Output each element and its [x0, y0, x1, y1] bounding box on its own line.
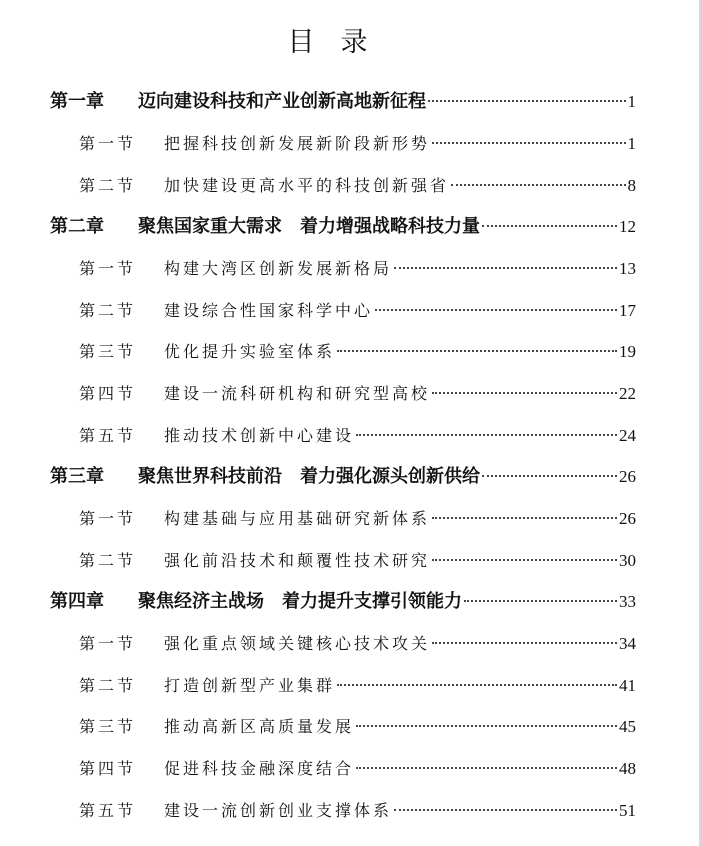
section-title: 强化重点领域关键核心技术攻关 — [164, 634, 431, 653]
page-number: 22 — [619, 384, 636, 403]
section-number: 第二节 — [79, 176, 137, 195]
page-number: 34 — [619, 634, 636, 653]
toc-chapter-row[interactable] — [50, 462, 636, 492]
toc-chapter-row[interactable] — [50, 587, 636, 617]
page-number: 1 — [627, 92, 636, 111]
toc-section-row[interactable] — [79, 379, 636, 409]
toc-section-row[interactable] — [79, 129, 636, 159]
toc-section-row[interactable] — [79, 546, 636, 576]
dot-leader — [394, 809, 617, 811]
dot-leader — [356, 434, 617, 436]
dot-leader — [482, 225, 617, 227]
section-number: 第五节 — [79, 426, 137, 445]
page-number: 19 — [619, 342, 636, 361]
dot-leader — [337, 684, 617, 686]
section-number: 第二节 — [79, 301, 137, 320]
section-title: 推动高新区高质量发展 — [164, 717, 355, 736]
toc-chapter-row[interactable] — [50, 212, 636, 242]
section-title: 强化前沿技术和颠覆性技术研究 — [164, 551, 431, 570]
page-number: 24 — [619, 426, 636, 445]
dot-leader — [356, 767, 617, 769]
dot-leader — [432, 392, 617, 394]
section-title: 建设综合性国家科学中心 — [164, 301, 374, 320]
chapter-number: 第四章 — [50, 591, 104, 612]
toc-section-row[interactable] — [79, 337, 636, 367]
toc-title: 目录 — [287, 27, 394, 58]
page-number: 26 — [619, 509, 636, 528]
section-title: 打造创新型产业集群 — [164, 676, 336, 695]
page-number: 8 — [627, 176, 636, 195]
toc-section-row[interactable] — [79, 421, 636, 451]
toc-section-row[interactable] — [79, 754, 636, 784]
section-number: 第一节 — [79, 634, 137, 653]
chapter-number: 第一章 — [50, 91, 104, 112]
toc-section-row[interactable] — [79, 296, 636, 326]
toc-section-row[interactable] — [79, 254, 636, 284]
toc-section-row[interactable] — [79, 796, 636, 826]
section-title: 加快建设更高水平的科技创新强省 — [164, 176, 450, 195]
page-number: 51 — [619, 801, 636, 820]
chapter-number: 第二章 — [50, 216, 104, 237]
dot-leader — [356, 725, 617, 727]
page-number: 12 — [619, 217, 636, 236]
section-number: 第五节 — [79, 801, 137, 820]
section-title: 构建基础与应用基础研究新体系 — [164, 509, 431, 528]
chapter-title: 聚焦世界科技前沿 着力强化源头创新供给 — [138, 466, 480, 487]
dot-leader — [482, 475, 617, 477]
section-number: 第一节 — [79, 259, 137, 278]
page-number: 30 — [619, 551, 636, 570]
section-number: 第一节 — [79, 509, 137, 528]
section-number: 第四节 — [79, 384, 137, 403]
section-number: 第一节 — [79, 134, 137, 153]
dot-leader — [337, 350, 617, 352]
toc-section-row[interactable] — [79, 171, 636, 201]
section-title: 建设一流创新创业支撑体系 — [164, 801, 393, 820]
dot-leader — [394, 267, 617, 269]
page-number: 41 — [619, 676, 636, 695]
chapter-title: 聚焦国家重大需求 着力增强战略科技力量 — [138, 216, 480, 237]
section-number: 第三节 — [79, 342, 137, 361]
toc-chapter-row[interactable] — [50, 87, 636, 117]
page-number: 26 — [619, 467, 636, 486]
page-number: 48 — [619, 759, 636, 778]
toc-section-row[interactable] — [79, 629, 636, 659]
dot-leader — [432, 642, 617, 644]
section-number: 第三节 — [79, 717, 137, 736]
page-number: 13 — [619, 259, 636, 278]
chapter-title: 迈向建设科技和产业创新高地新征程 — [138, 91, 426, 112]
toc-section-row[interactable] — [79, 712, 636, 742]
section-title: 促进科技金融深度结合 — [164, 759, 355, 778]
section-number: 第四节 — [79, 759, 137, 778]
dot-leader — [428, 100, 626, 102]
section-number: 第二节 — [79, 551, 137, 570]
page-number: 45 — [619, 717, 636, 736]
toc-section-row[interactable] — [79, 671, 636, 701]
dot-leader — [375, 309, 617, 311]
section-title: 构建大湾区创新发展新格局 — [164, 259, 393, 278]
dot-leader — [432, 517, 617, 519]
chapter-number: 第三章 — [50, 466, 104, 487]
section-title: 把握科技创新发展新阶段新形势 — [164, 134, 431, 153]
section-title: 建设一流科研机构和研究型高校 — [164, 384, 431, 403]
chapter-title: 聚焦经济主战场 着力提升支撑引领能力 — [138, 591, 462, 612]
page-number: 33 — [619, 592, 636, 611]
dot-leader — [464, 600, 617, 602]
section-title: 优化提升实验室体系 — [164, 342, 336, 361]
section-title: 推动技术创新中心建设 — [164, 426, 355, 445]
toc-section-row[interactable] — [79, 504, 636, 534]
dot-leader — [432, 559, 617, 561]
dot-leader — [432, 142, 625, 144]
dot-leader — [451, 184, 625, 186]
page-number: 17 — [619, 301, 636, 320]
section-number: 第二节 — [79, 676, 137, 695]
page-number: 1 — [627, 134, 636, 153]
